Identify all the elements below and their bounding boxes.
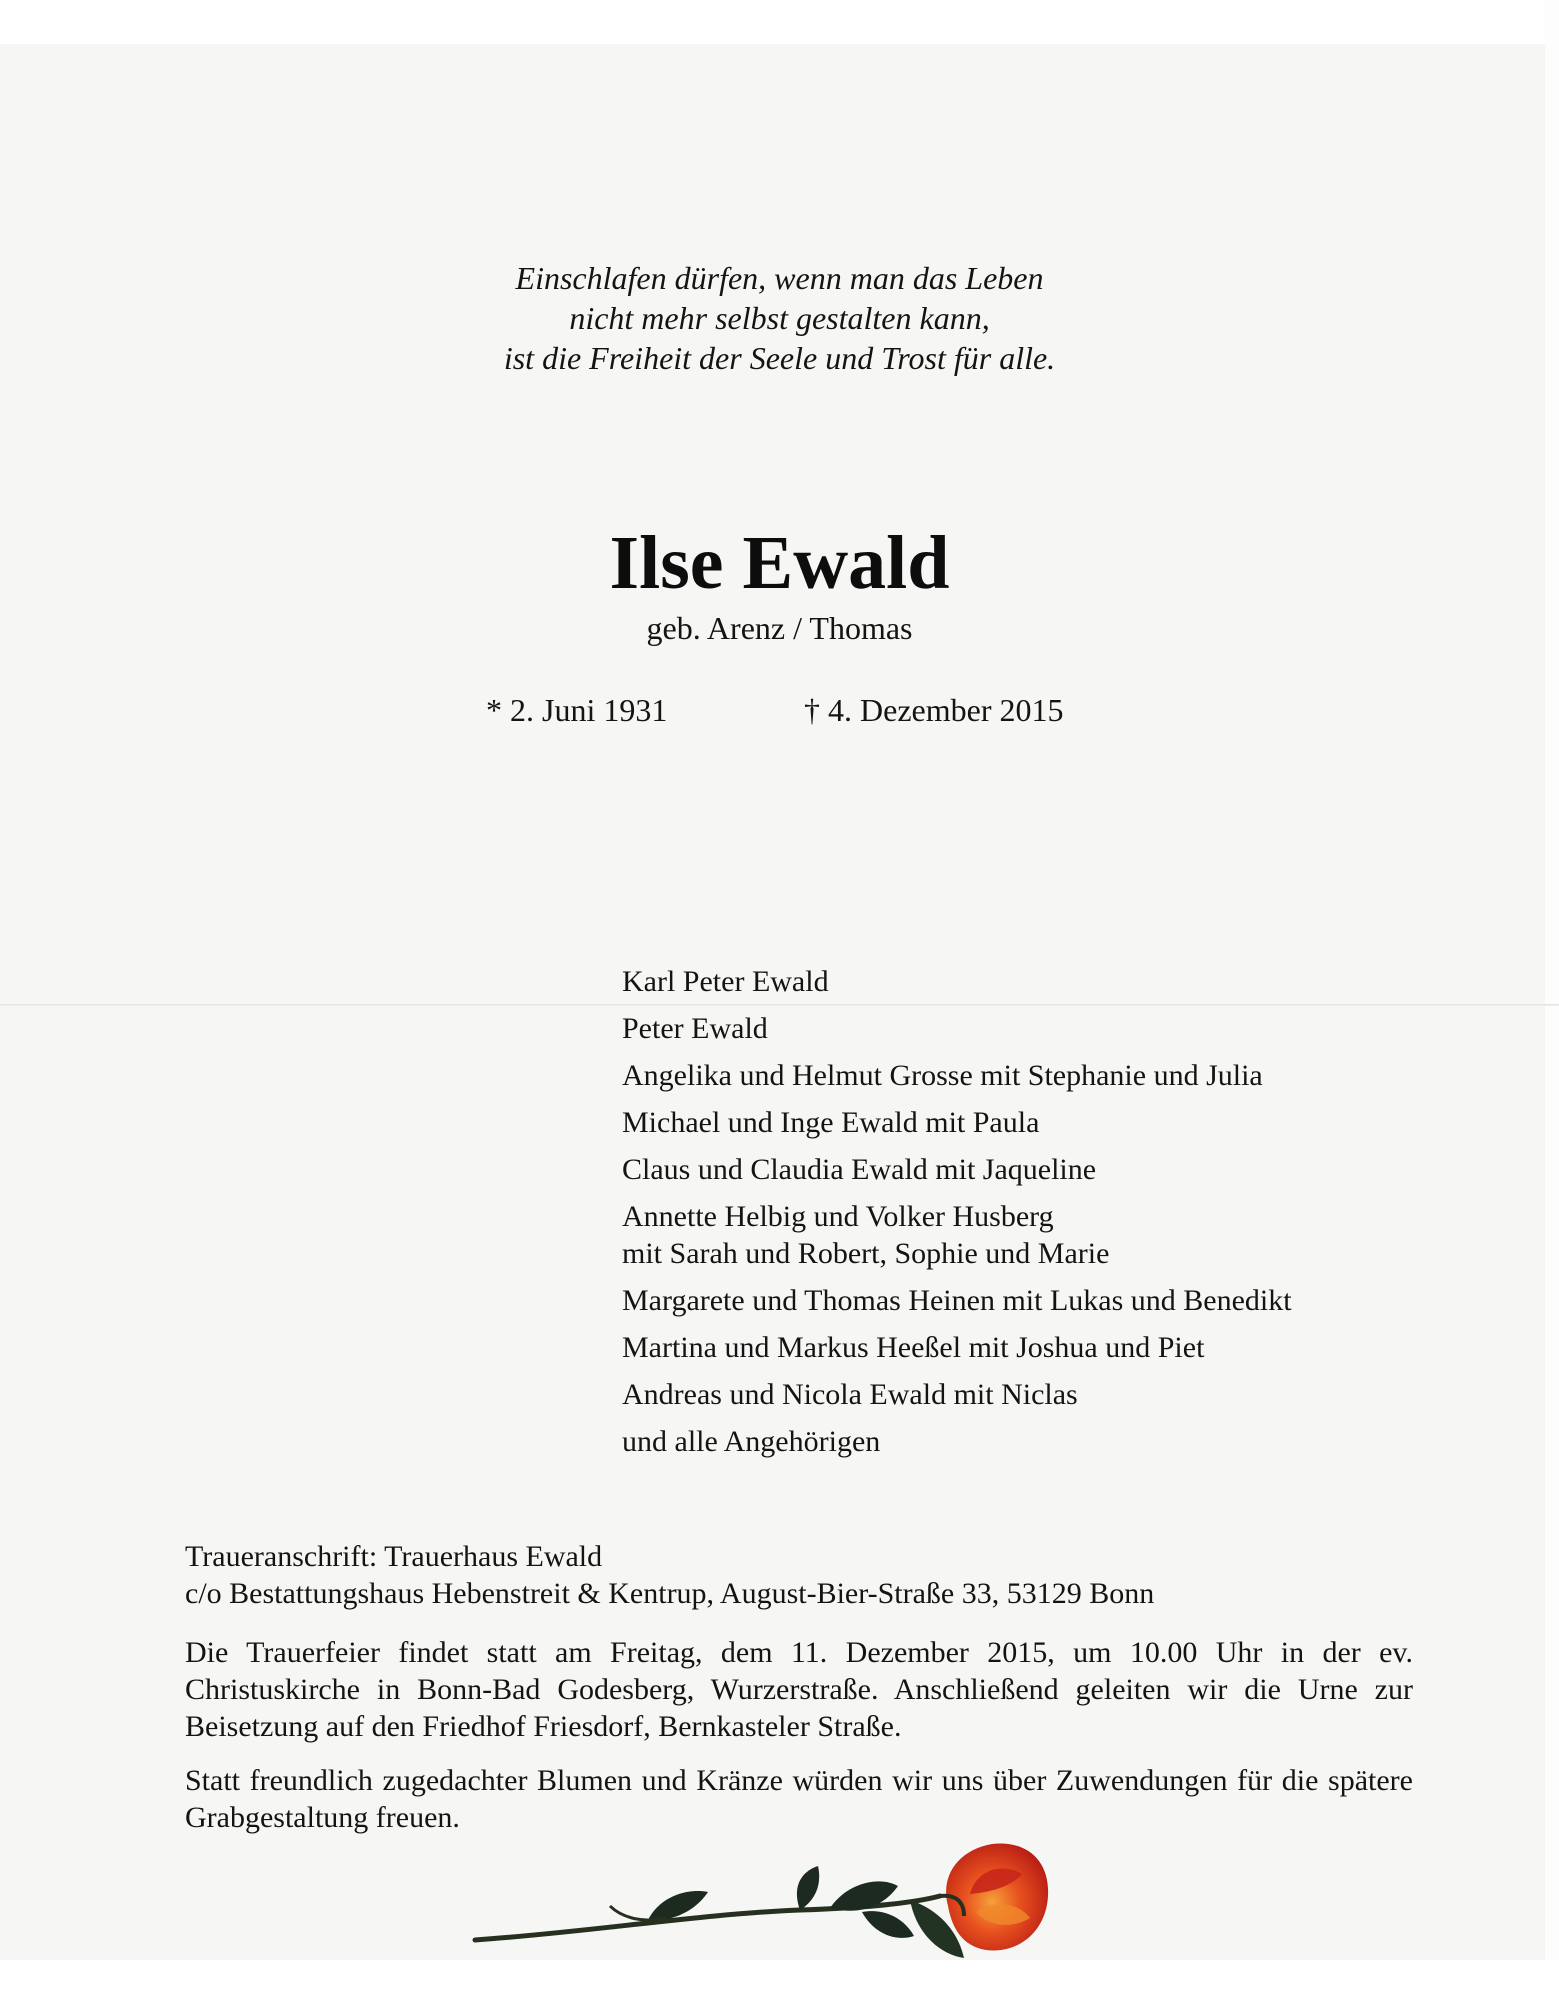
- verse-line: Einschlafen dürfen, wenn man das Leben: [515, 260, 1044, 296]
- mourner-name: Margarete und Thomas Heinen mit Lukas und Benedikt: [622, 1284, 1292, 1317]
- mourner-name: Claus und Claudia Ewald mit Jaqueline: [622, 1153, 1097, 1186]
- mourner-entry: [622, 1282, 1292, 1319]
- mourners-list: [622, 963, 1292, 1470]
- birth-date: * 2. Juni 1931: [486, 692, 668, 728]
- mourner-name: mit Sarah und Robert, Sophie und Marie: [622, 1237, 1110, 1270]
- mourner-entry: [622, 1198, 1292, 1272]
- verse-line: nicht mehr selbst gestalten kann,: [569, 300, 990, 336]
- address-line: c/o Bestattungshaus Hebenstreit & Kentrup, August-Bier-Straße 33, 53129 Bonn: [185, 1577, 1155, 1610]
- memorial-verse: [0, 258, 1559, 378]
- mourner-name: Angelika und Helmut Grosse mit Stephanie und Julia: [622, 1059, 1263, 1092]
- birth-names: geb. Arenz / Thomas: [646, 610, 913, 646]
- mourner-name: und alle Angehörigen: [622, 1425, 881, 1458]
- mourner-name: Andreas und Nicola Ewald mit Niclas: [622, 1378, 1078, 1411]
- mourner-entry: [622, 1057, 1292, 1094]
- mourner-name: Martina und Markus Heeßel mit Joshua und Piet: [622, 1331, 1205, 1364]
- mourner-entry: [622, 1104, 1292, 1141]
- funeral-service-info: Die Trauerfeier findet statt am Freitag, dem 11. Dezember 2015, um 10.00 Uhr in der ev. Christuskirche in Bonn-Bad Godesberg, Wurzerstraße. Anschließend geleiten wir die Urne zur Beisetzung auf den Friedhof Friesdorf, Bernkasteler Straße.: [185, 1636, 1413, 1743]
- mourner-entry: [622, 1376, 1292, 1413]
- mourner-entry: [622, 1010, 1292, 1047]
- death-date: † 4. Dezember 2015: [804, 692, 1064, 728]
- mourner-name: Annette Helbig und Volker Husberg: [622, 1200, 1054, 1233]
- address-line: Traueranschrift: Trauerhaus Ewald: [185, 1540, 603, 1573]
- mourner-name: Peter Ewald: [622, 1012, 768, 1045]
- page-top-margin: [0, 0, 1559, 44]
- verse-line: ist die Freiheit der Seele und Trost für alle.: [503, 340, 1056, 376]
- deceased-name: Ilse Ewald: [609, 521, 950, 605]
- red-rose-icon: [470, 1836, 1070, 1986]
- mourner-entry: [622, 963, 1292, 1000]
- mourner-entry: [622, 1151, 1292, 1188]
- mourner-entry: [622, 1329, 1292, 1366]
- mourner-name: Karl Peter Ewald: [622, 965, 829, 998]
- mourner-entry: [622, 1423, 1292, 1460]
- mourner-name: Michael und Inge Ewald mit Paula: [622, 1106, 1040, 1139]
- flowers-donation-note: Statt freundlich zugedachter Blumen und Kränze würden wir uns über Zuwendungen für die spätere Grabgestaltung freuen.: [185, 1764, 1413, 1834]
- mourning-address: [185, 1538, 1154, 1612]
